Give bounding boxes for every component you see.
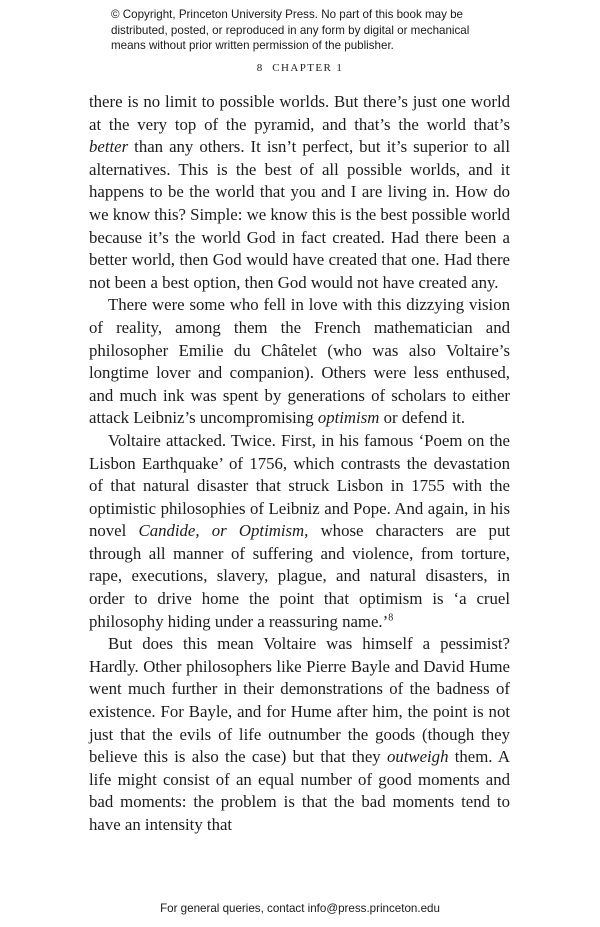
- footer-contact: For general queries, contact info@press.princeton.edu: [160, 902, 440, 915]
- text-run: than any others. It isn’t perfect, but it’s superior to all alternatives. This is the best of all possible worlds, and it happens to be the world that you and I are living in. How do we know this? Simple: we know this is the best possible world because it’s the world God in fact created. Had there been a better world, then God would have created that one. Had there not been a best option, then God would not have created any.: [89, 137, 510, 292]
- chapter-label: CHAPTER 1: [272, 62, 344, 74]
- copyright-line: © Copyright, Princeton University Press. No part of this book may be: [111, 8, 463, 21]
- footnote-marker[interactable]: 8: [388, 612, 394, 624]
- text-run: There were some who fell in love with this dizzying vision of reality, among them the French mathematician and philosopher Emilie du Châtelet (who was also Voltaire’s longtime lover and companion). Others were less enthused, and much ink was spent by generations of scholars to either attack Leibniz’s uncompromising: [89, 295, 510, 428]
- emphasis: optimism: [317, 408, 380, 428]
- emphasis: better: [89, 137, 129, 157]
- paragraph: [89, 294, 510, 430]
- text-run: But does this mean Voltaire was himself a pessimist? Hardly. Other philosophers like Pierre Bayle and David Hume went much further in their demonstrations of the badness of existence. For Bayle, and for Hume after him, the point is not just that the evils of life outnumber the goods (though they believe this is also the case) but that they: [89, 634, 510, 767]
- emphasis: outweigh: [386, 747, 449, 767]
- text-run: or defend it.: [379, 408, 466, 428]
- text-run: Voltaire attacked. Twice. First, in his famous ‘Poem on the Lisbon Earthquake’ of 1756, which contrasts the devastation of that natural disaster that struck Lisbon in 1755 with the optimistic philosophies of Leibniz and Pope. And again, in his novel: [89, 430, 510, 541]
- body-text: [89, 91, 510, 837]
- text-run: there is no limit to possible worlds. But there’s just one world at the very top of the pyramid, and that’s the world that’s: [89, 92, 510, 134]
- paragraph: [89, 633, 510, 836]
- copyright-line: means without prior written permission of the publisher.: [111, 39, 394, 53]
- copyright-line: distributed, posted, or reproduced in any form by digital or mechanical: [111, 23, 470, 37]
- text-run: them. A life might consist of an equal number of good moments and bad moments: the problem is that the bad moments tend to have an intensity that: [89, 747, 510, 834]
- emphasis: Candide, or Optimism,: [138, 521, 309, 541]
- copyright-notice: [111, 7, 581, 54]
- paragraph: [89, 430, 510, 633]
- running-head: [0, 62, 600, 74]
- text-run: whose characters are put through all manner of suffering and violence, from torture, rape, executions, slavery, plague, and natural disasters, in order to drive home the point that optimism is ‘a cruel philosophy hiding under a reassuring name.’: [89, 521, 510, 631]
- page-number: 8: [256, 62, 263, 74]
- paragraph: [89, 91, 510, 294]
